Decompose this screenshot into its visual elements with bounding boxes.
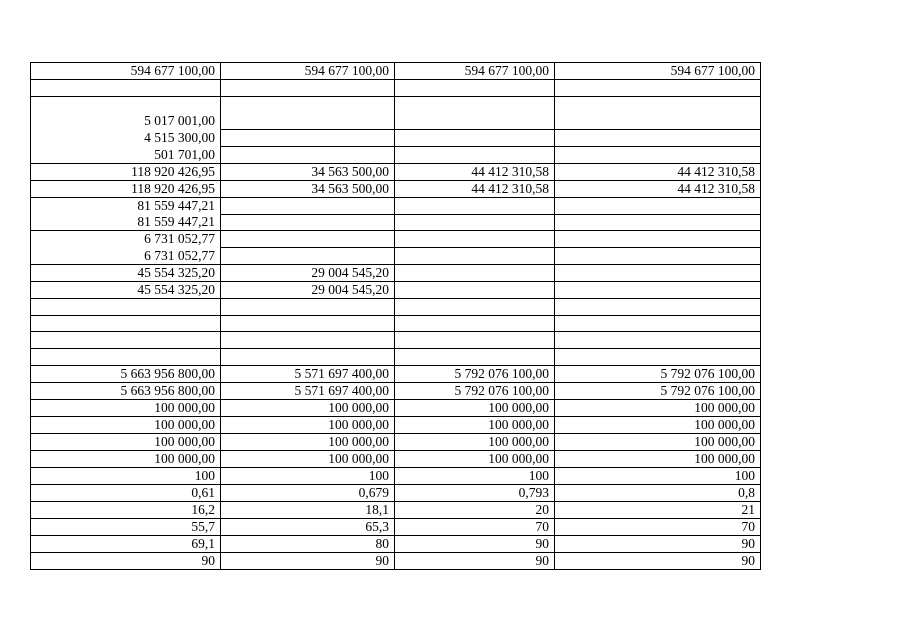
table-cell-col-2	[221, 130, 395, 147]
table-row	[31, 315, 761, 332]
table-row	[31, 332, 761, 349]
table-cell-col-2	[221, 214, 395, 231]
table-cell-col-3: 100	[395, 467, 555, 484]
table-cell-col-4	[555, 315, 761, 332]
table-row	[31, 231, 761, 248]
table-row	[31, 163, 761, 180]
table-body	[31, 63, 761, 570]
table-row	[31, 349, 761, 366]
table-cell-col-3: 5 792 076 100,00	[395, 365, 555, 382]
table-cell-col-2: 65,3	[221, 518, 395, 535]
table-cell-col-1: 45 554 325,20	[31, 281, 221, 298]
table-cell-col-2: 34 563 500,00	[221, 163, 395, 180]
table-cell-col-4: 100 000,00	[555, 433, 761, 450]
table-cell-col-2	[221, 298, 395, 315]
table-cell-col-4: 100 000,00	[555, 416, 761, 433]
table-cell-col-1: 118 920 426,95	[31, 180, 221, 197]
table-cell-col-3: 90	[395, 552, 555, 569]
table-cell-col-4	[555, 298, 761, 315]
table-cell-col-3	[395, 197, 555, 214]
table-cell-col-4: 90	[555, 552, 761, 569]
table-cell-col-4	[555, 281, 761, 298]
table-cell-col-1: 81 559 447,21	[31, 214, 221, 231]
table-cell-col-2: 29 004 545,20	[221, 281, 395, 298]
table-cell-col-1: 16,2	[31, 501, 221, 518]
table-cell-col-2	[221, 349, 395, 366]
table-cell-col-2	[221, 332, 395, 349]
table-cell-col-2	[221, 231, 395, 248]
table-cell-col-3	[395, 96, 555, 113]
table-cell-col-4: 90	[555, 535, 761, 552]
table-row	[31, 130, 761, 147]
table-cell-col-3: 70	[395, 518, 555, 535]
table-cell-col-2: 100	[221, 467, 395, 484]
table-cell-col-3: 5 792 076 100,00	[395, 382, 555, 399]
table-cell-col-4: 100 000,00	[555, 450, 761, 467]
table-cell-col-3: 20	[395, 501, 555, 518]
table-cell-col-1: 90	[31, 552, 221, 569]
table-cell-col-1	[31, 96, 221, 113]
table-cell-col-1	[31, 332, 221, 349]
table-cell-col-3	[395, 281, 555, 298]
table-cell-col-1: 55,7	[31, 518, 221, 535]
table-cell-col-2: 29 004 545,20	[221, 264, 395, 281]
table-row	[31, 298, 761, 315]
table-cell-col-2	[221, 197, 395, 214]
table-cell-col-2	[221, 80, 395, 97]
table-cell-col-2: 90	[221, 552, 395, 569]
table-cell-col-2	[221, 113, 395, 130]
table-row	[31, 467, 761, 484]
table-cell-col-3	[395, 80, 555, 97]
table-row	[31, 552, 761, 569]
table-cell-col-3	[395, 231, 555, 248]
table-row	[31, 63, 761, 80]
table-cell-col-1: 0,61	[31, 484, 221, 501]
table-cell-col-4: 100	[555, 467, 761, 484]
table-cell-col-2	[221, 315, 395, 332]
table-cell-col-3	[395, 147, 555, 164]
table-row	[31, 281, 761, 298]
table-cell-col-3	[395, 315, 555, 332]
table-cell-col-3: 100 000,00	[395, 450, 555, 467]
table-cell-col-4	[555, 113, 761, 130]
table-cell-col-1	[31, 349, 221, 366]
table-row	[31, 365, 761, 382]
table-cell-col-4: 594 677 100,00	[555, 63, 761, 80]
table-cell-col-3	[395, 264, 555, 281]
table-row	[31, 382, 761, 399]
table-cell-col-1: 6 731 052,77	[31, 248, 221, 265]
table-cell-col-3: 100 000,00	[395, 433, 555, 450]
table-cell-col-2: 0,679	[221, 484, 395, 501]
table-cell-col-3	[395, 332, 555, 349]
table-cell-col-2: 594 677 100,00	[221, 63, 395, 80]
table-row	[31, 433, 761, 450]
table-row	[31, 535, 761, 552]
table-row	[31, 214, 761, 231]
table-cell-col-4	[555, 130, 761, 147]
table-cell-col-2: 100 000,00	[221, 399, 395, 416]
table-row	[31, 80, 761, 97]
table-cell-col-1: 81 559 447,21	[31, 197, 221, 214]
table-row	[31, 180, 761, 197]
table-cell-col-1: 118 920 426,95	[31, 163, 221, 180]
table-row	[31, 264, 761, 281]
table-cell-col-3: 90	[395, 535, 555, 552]
table-cell-col-1: 5 663 956 800,00	[31, 382, 221, 399]
table-cell-col-4: 0,8	[555, 484, 761, 501]
table-cell-col-4	[555, 264, 761, 281]
table-cell-col-4	[555, 332, 761, 349]
table-cell-col-1	[31, 298, 221, 315]
table-row	[31, 399, 761, 416]
table-cell-col-1: 69,1	[31, 535, 221, 552]
table-cell-col-2: 34 563 500,00	[221, 180, 395, 197]
table-cell-col-2: 80	[221, 535, 395, 552]
table-cell-col-4	[555, 80, 761, 97]
table-cell-col-1: 100 000,00	[31, 450, 221, 467]
table-row	[31, 96, 761, 113]
table-cell-col-2: 100 000,00	[221, 450, 395, 467]
table-cell-col-4	[555, 197, 761, 214]
table-cell-col-4: 5 792 076 100,00	[555, 382, 761, 399]
table-row	[31, 248, 761, 265]
table-cell-col-2: 5 571 697 400,00	[221, 382, 395, 399]
table-cell-col-3	[395, 349, 555, 366]
table-cell-col-1: 501 701,00	[31, 147, 221, 164]
table-cell-col-1: 6 731 052,77	[31, 231, 221, 248]
table-cell-col-1: 594 677 100,00	[31, 63, 221, 80]
table-cell-col-1	[31, 80, 221, 97]
table-cell-col-3	[395, 214, 555, 231]
table-cell-col-1: 100	[31, 467, 221, 484]
table-cell-col-4	[555, 349, 761, 366]
table-cell-col-2: 100 000,00	[221, 416, 395, 433]
table-cell-col-4: 21	[555, 501, 761, 518]
table-cell-col-2	[221, 248, 395, 265]
table-cell-col-1	[31, 315, 221, 332]
table-cell-col-4	[555, 147, 761, 164]
table-row	[31, 147, 761, 164]
table-cell-col-2: 18,1	[221, 501, 395, 518]
table-cell-col-3: 594 677 100,00	[395, 63, 555, 80]
table-cell-col-4: 70	[555, 518, 761, 535]
table-cell-col-3: 100 000,00	[395, 399, 555, 416]
table-cell-col-2: 100 000,00	[221, 433, 395, 450]
table-cell-col-1: 4 515 300,00	[31, 130, 221, 147]
table-cell-col-4: 44 412 310,58	[555, 163, 761, 180]
table-cell-col-1: 5 017 001,00	[31, 113, 221, 130]
table-cell-col-3	[395, 113, 555, 130]
table-cell-col-1: 5 663 956 800,00	[31, 365, 221, 382]
table-row	[31, 518, 761, 535]
table-cell-col-2	[221, 147, 395, 164]
table-cell-col-3: 44 412 310,58	[395, 163, 555, 180]
table-row	[31, 501, 761, 518]
table-cell-col-2	[221, 96, 395, 113]
table-cell-col-4	[555, 248, 761, 265]
table-row	[31, 416, 761, 433]
table-cell-col-4: 5 792 076 100,00	[555, 365, 761, 382]
table-row	[31, 113, 761, 130]
table-row	[31, 197, 761, 214]
table-cell-col-1: 100 000,00	[31, 399, 221, 416]
table-cell-col-3	[395, 130, 555, 147]
table-cell-col-4	[555, 231, 761, 248]
table-cell-col-3: 100 000,00	[395, 416, 555, 433]
table-cell-col-3	[395, 248, 555, 265]
table-cell-col-4	[555, 214, 761, 231]
table-row	[31, 450, 761, 467]
budget-figures-table	[30, 62, 761, 570]
table-cell-col-4	[555, 96, 761, 113]
table-cell-col-4: 44 412 310,58	[555, 180, 761, 197]
table-cell-col-1: 45 554 325,20	[31, 264, 221, 281]
table-row	[31, 484, 761, 501]
table-cell-col-4: 100 000,00	[555, 399, 761, 416]
table-cell-col-1: 100 000,00	[31, 416, 221, 433]
table-cell-col-3: 44 412 310,58	[395, 180, 555, 197]
table-cell-col-3: 0,793	[395, 484, 555, 501]
table-cell-col-1: 100 000,00	[31, 433, 221, 450]
table-cell-col-3	[395, 298, 555, 315]
table-cell-col-2: 5 571 697 400,00	[221, 365, 395, 382]
